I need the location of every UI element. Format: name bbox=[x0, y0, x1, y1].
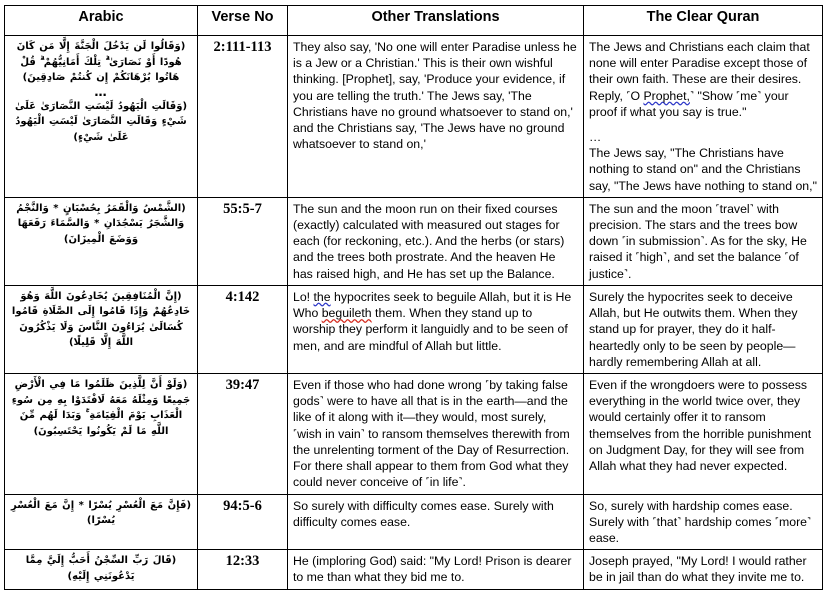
table-header-row bbox=[5, 6, 823, 36]
column-header-clear-quran: The Clear Quran bbox=[584, 6, 823, 36]
spellcheck-word: the bbox=[313, 289, 331, 304]
clear-quran-text-a: The Jews and Christians each claim that none will enter Paradise except those of their own faith. These are their desires. Reply, ˹O bbox=[589, 40, 810, 103]
verse-number-cell: 4:142 bbox=[198, 285, 288, 373]
clear-quran-text: The sun and the moon ˹travel˺ with precision. The stars and the trees bow down ˹in submission˺. As for the sky, He raised it ˹high˺, and set the balance ˹of justice˺. bbox=[589, 201, 807, 281]
arabic-ellipsis: … bbox=[94, 84, 108, 99]
clear-quran-text-b: ˺ "Show ˹me˺ your proof if what you say is true." bbox=[589, 88, 789, 119]
clear-quran-cell bbox=[584, 550, 823, 589]
spellcheck-word: beguileth bbox=[321, 306, 372, 321]
clear-quran-paragraph-1 bbox=[589, 39, 817, 120]
clear-quran-cell bbox=[584, 494, 823, 550]
arabic-verse-text-secondary: (وَقَالَتِ الْيَهُودُ لَيْسَتِ النَّصَارَىٰ عَلَىٰ شَيْءٍ وَقَالَتِ النَّصَارَىٰ لَيْسَتِ الْيَهُودُ عَلَىٰ شَيْءٍ) bbox=[14, 100, 188, 143]
other-translation-text-mid: hypocrites seek to beguile Allah, but it is He Who bbox=[293, 289, 572, 321]
other-translation-cell bbox=[288, 36, 584, 198]
clear-quran-text: Even if the wrongdoers were to possess everything in the world twice over, they would certainly offer it to ransom themselves from the horrible punishment on Judgment Day, for they will see from Allah what they had never expected. bbox=[589, 378, 812, 474]
other-translation-text: Even if those who had done wrong ˹by taking false gods˺ were to have all that is in the earth—and the like of it along with it—they would, most surely, ˹wish in vain˺ to ransom themselves therewith from the unrelenting torment of the Day of Resurrection. For there shall appear to them from God what they could never conceive of ˹in life˺. bbox=[293, 378, 570, 490]
arabic-verse-cell: (الشَّمْسُ وَالْقَمَرُ بِحُسْبَانٍ * وَالنَّجْمُ وَالشَّجَرُ يَسْجُدَانِ * وَالسَّمَاءَ رَفَعَهَا وَوَضَعَ الْمِيزَانَ) bbox=[5, 197, 198, 285]
verse-number-cell: 39:47 bbox=[198, 374, 288, 495]
table-header bbox=[5, 6, 823, 36]
clear-quran-cell bbox=[584, 197, 823, 285]
other-translation-text-post: them. When they stand up to worship they perform it languidly and to be seen of men, and are mindful of Allah but little. bbox=[293, 306, 568, 353]
other-translation-cell bbox=[288, 197, 584, 285]
table-row bbox=[5, 550, 823, 589]
arabic-verse-cell: (قَالَ رَبِّ السِّجْنُ أَحَبُّ إِلَيَّ مِمَّا يَدْعُونَنِي إِلَيْهِ) bbox=[5, 550, 198, 589]
table-row bbox=[5, 36, 823, 198]
other-translation-text-pre: Lo! bbox=[293, 289, 314, 304]
other-translation-text: He (imploring God) said: "My Lord! Prison is dearer to me than what they bid me to. bbox=[293, 554, 572, 585]
verse-number-cell: 94:5-6 bbox=[198, 494, 288, 550]
table-body bbox=[5, 36, 823, 590]
clear-quran-text: Joseph prayed, "My Lord! I would rather be in jail than do what they invite me to. bbox=[589, 554, 807, 585]
other-translation-cell bbox=[288, 550, 584, 589]
other-translation-cell bbox=[288, 285, 584, 373]
table-row bbox=[5, 285, 823, 373]
other-translation-cell bbox=[288, 374, 584, 495]
table-row bbox=[5, 494, 823, 550]
column-header-other-translations: Other Translations bbox=[288, 6, 584, 36]
other-translation-text bbox=[293, 289, 578, 354]
clear-quran-ellipsis: … bbox=[589, 129, 602, 144]
arabic-verse-text: (وَقَالُوا لَن يَدْخُلَ الْجَنَّةَ إِلَّا مَن كَانَ هُودًا أَوْ نَصَارَىٰ ۗ تِلْكَ أَمَانِيُّهُمْ ۗ قُلْ هَاتُوا بُرْهَانَكُمْ إِن كُنتُمْ صَادِقِينَ) bbox=[16, 41, 186, 83]
spellcheck-word: Prophet, bbox=[643, 88, 690, 103]
verse-number-cell: 2:111-113 bbox=[198, 36, 288, 198]
document-page bbox=[0, 5, 826, 585]
clear-quran-cell bbox=[584, 374, 823, 495]
arabic-verse-cell: (إِنَّ الْمُنَافِقِينَ يُخَادِعُونَ اللَّهَ وَهُوَ خَادِعُهُمْ وَإِذَا قَامُوا إِلَى الصَّلَاةِ قَامُوا كُسَالَىٰ يُرَاءُونَ النَّاسَ وَلَا يَذْكُرُونَ اللَّهَ إِلَّا قَلِيلًا) bbox=[5, 285, 198, 373]
other-translation-text: They also say, 'No one will enter Paradise unless he is a Jew or a Christian.' This is their own wishful thinking. [Prophet], say, 'Produce your evidence, if you are telling the truth.' The Jews say, 'The Christians have no ground whatsoever to stand on,' and the Christians say, 'The Jews have no ground whatsoever to stand on,' bbox=[293, 40, 577, 152]
other-translation-text: So surely with difficulty comes ease. Surely with difficulty comes ease. bbox=[293, 498, 554, 529]
verse-number-cell: 55:5-7 bbox=[198, 197, 288, 285]
clear-quran-cell bbox=[584, 285, 823, 373]
table-row bbox=[5, 197, 823, 285]
clear-quran-text: So, surely with hardship comes ease. Surely with ˹that˺ hardship comes ˹more˺ ease. bbox=[589, 498, 812, 545]
column-header-verse-no: Verse No bbox=[198, 6, 288, 36]
arabic-verse-cell bbox=[5, 36, 198, 198]
other-translation-cell bbox=[288, 494, 584, 550]
arabic-verse-cell: (وَلَوْ أَنَّ لِلَّذِينَ ظَلَمُوا مَا فِي الْأَرْضِ جَمِيعًا وَمِثْلَهُ مَعَهُ لَافْتَدَوْا بِهِ مِن سُوءِ الْعَذَابِ يَوْمَ الْقِيَامَةِ ۚ وَبَدَا لَهُم مِّنَ اللَّهِ مَا لَمْ يَكُونُوا يَحْتَسِبُونَ) bbox=[5, 374, 198, 495]
other-translation-text: The sun and the moon run on their fixed courses (exactly) calculated with measured out stages for each (for reckoning, etc.). And the herbs (or stars) and the trees both prostrate. And the heaven He has raised high, and He has set up the Balance. bbox=[293, 201, 565, 281]
clear-quran-paragraph-2: The Jews say, "The Christians have nothing to stand on" and the Christians say, "The Jews have nothing to stand on," bbox=[589, 146, 817, 193]
column-header-arabic: Arabic bbox=[5, 6, 198, 36]
quran-comparison-table bbox=[4, 5, 823, 590]
arabic-verse-cell: (فَإِنَّ مَعَ الْعُسْرِ يُسْرًا * إِنَّ مَعَ الْعُسْرِ يُسْرًا) bbox=[5, 494, 198, 550]
table-row bbox=[5, 374, 823, 495]
verse-number-cell: 12:33 bbox=[198, 550, 288, 589]
clear-quran-text: Surely the hypocrites seek to deceive Allah, but He outwits them. When they stand up for prayer, they do it half-heartedly only to be seen by people—hardly remembering Allah at all. bbox=[589, 289, 798, 369]
clear-quran-cell bbox=[584, 36, 823, 198]
